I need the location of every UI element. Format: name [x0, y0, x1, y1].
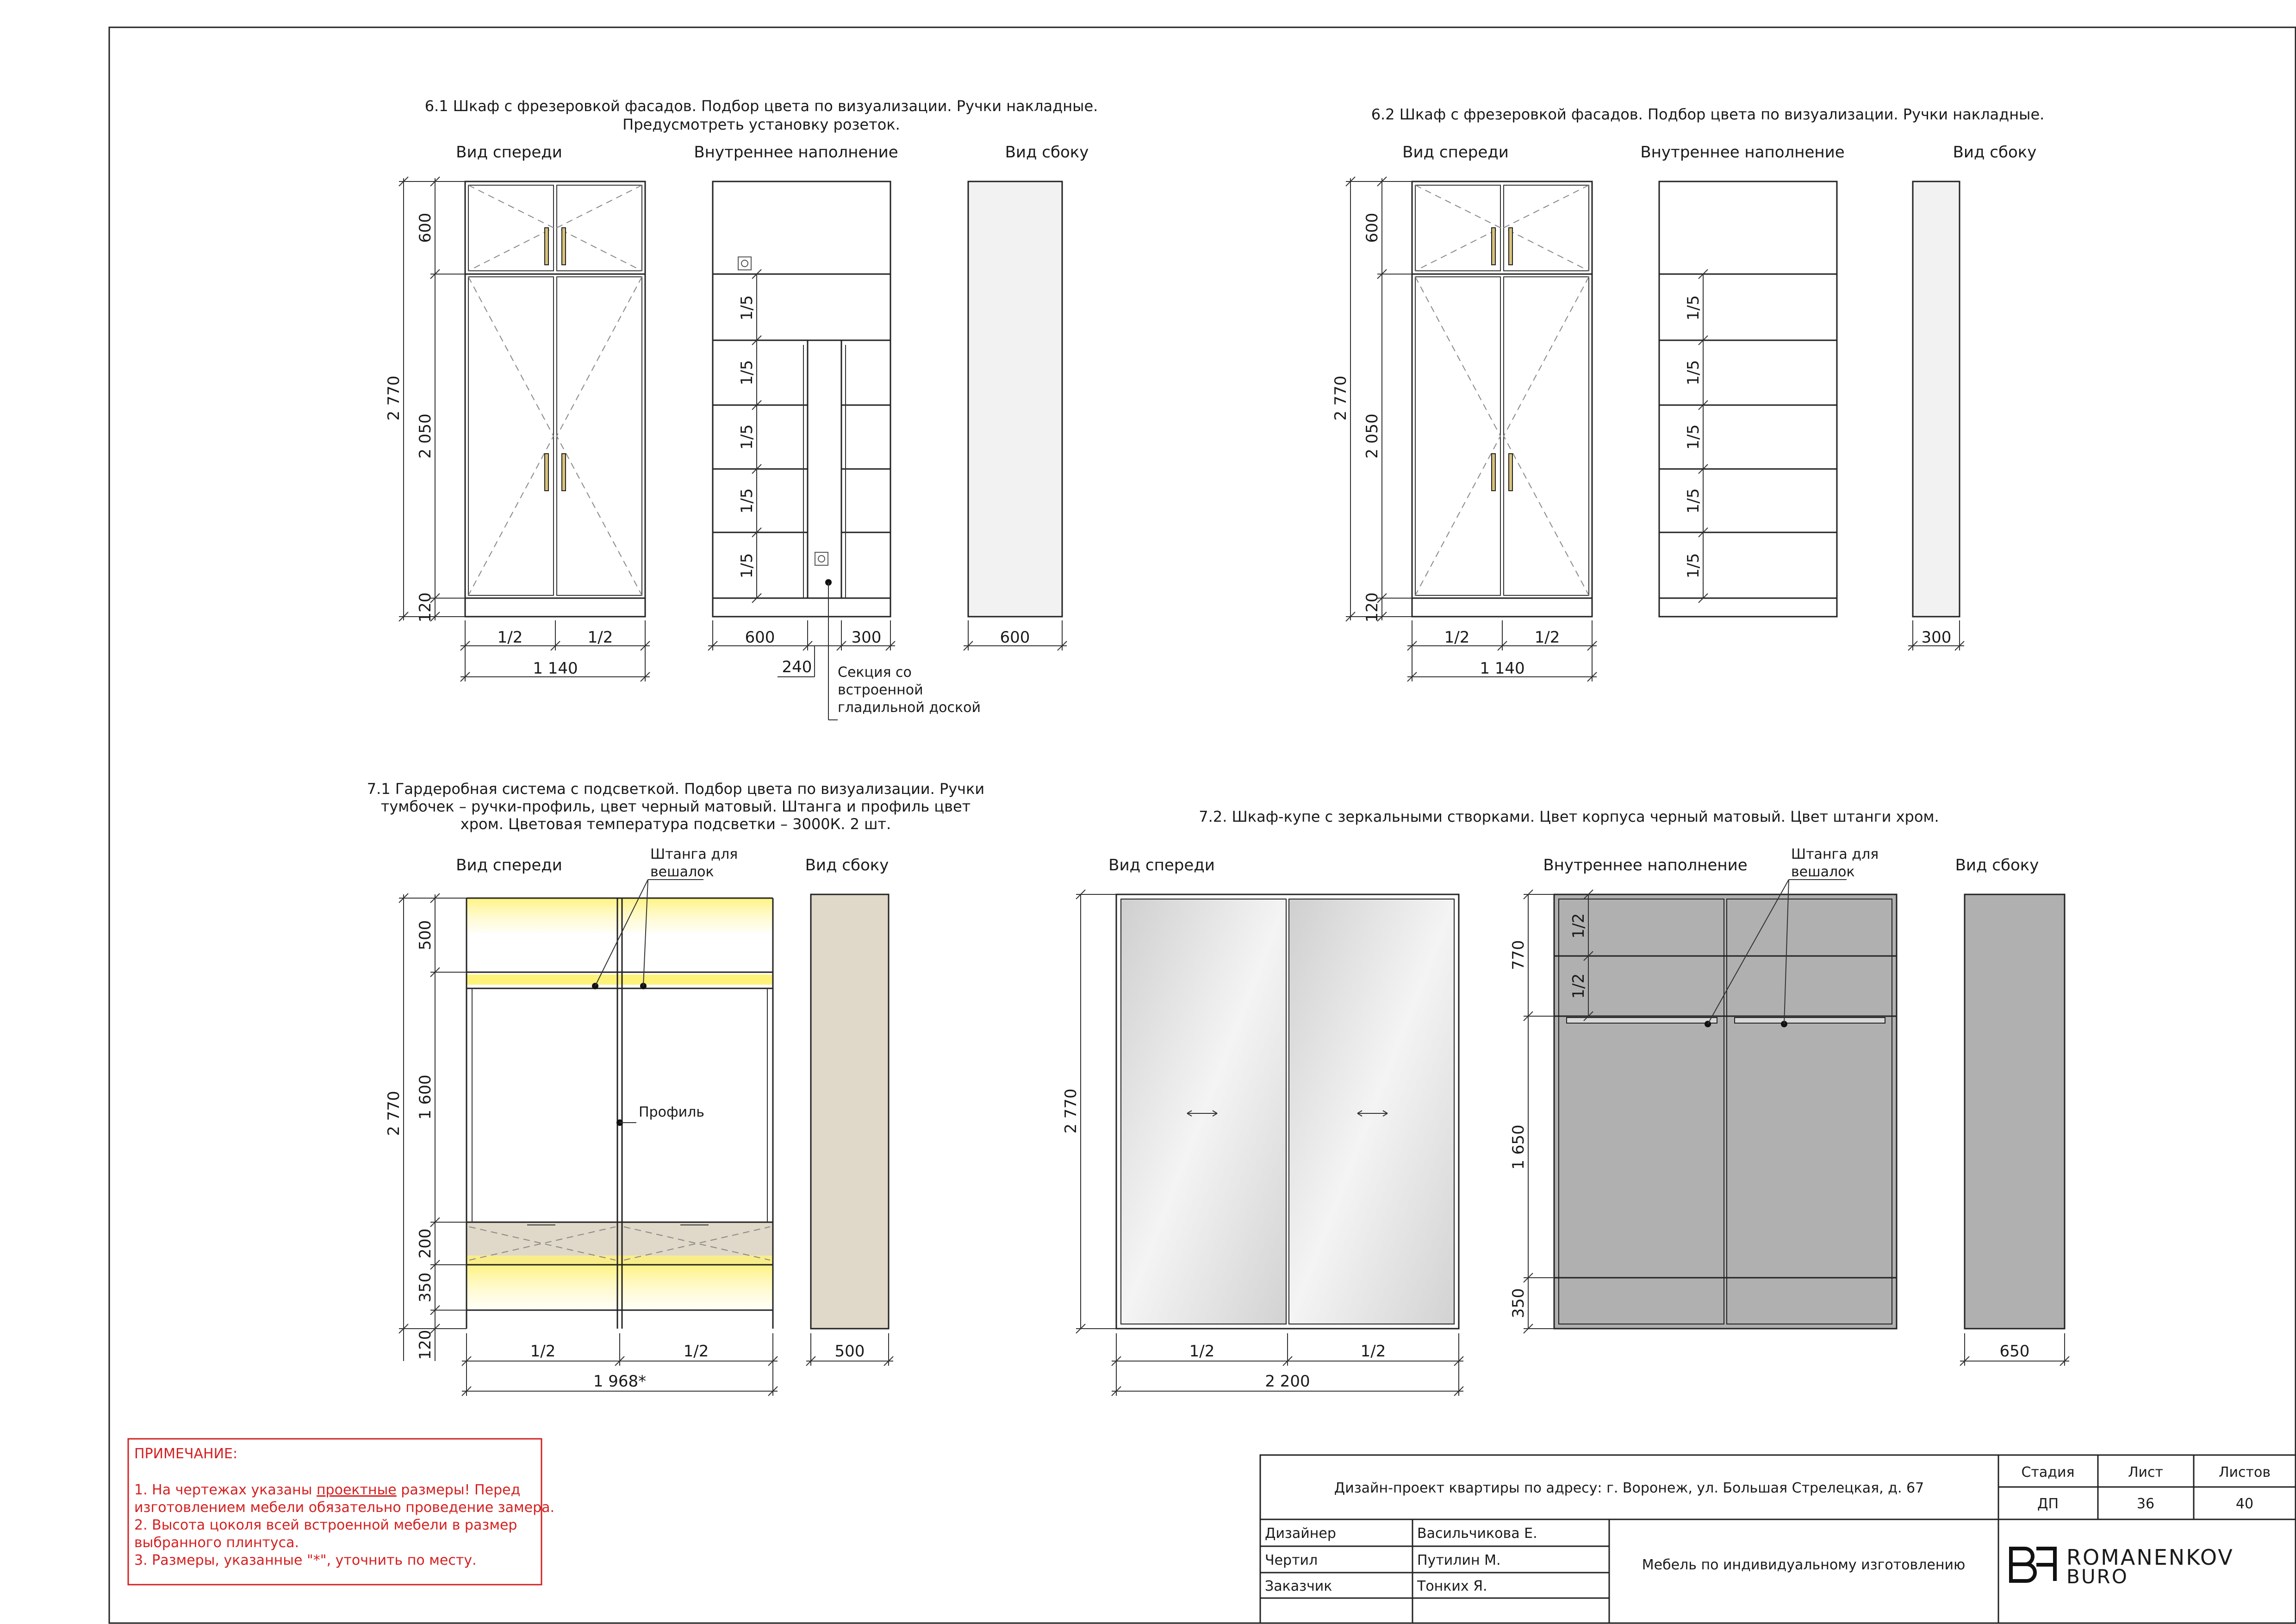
- sec71-h-500: 500: [416, 920, 435, 950]
- sec61-fifth-4: 1/5: [738, 488, 756, 514]
- sec62-half-right: 1/2: [1534, 628, 1560, 647]
- sec61-h-top: 600: [416, 212, 435, 243]
- section-6-1: [385, 97, 1098, 720]
- sec61-side-view: [964, 181, 1067, 650]
- sec62-front-label: Вид спереди: [1402, 143, 1509, 162]
- sheet-header: Лист: [2128, 1464, 2164, 1480]
- logo-text-2: BURO: [2066, 1565, 2128, 1588]
- sec72-h-total: 2 770: [1062, 1088, 1080, 1134]
- sec62-caption: 6.2 Шкаф с фрезеровкой фасадов. Подбор цвета по визуализации. Ручки накладные.: [1371, 106, 2045, 123]
- sec71-h-200: 200: [416, 1228, 435, 1259]
- sec61-front-label: Вид спереди: [456, 143, 562, 162]
- sec61-width: 1 140: [533, 659, 578, 678]
- section-7-2: [1062, 808, 2069, 1396]
- sec61-front-dims: [385, 177, 650, 681]
- socket-icon: [738, 257, 751, 270]
- sec61-h-mid: 2 050: [416, 413, 435, 459]
- sec71-caption-1: 7.1 Гардеробная система с подсветкой. Подбор цвета по визуализации. Ручки: [367, 780, 985, 798]
- sec61-fifth-1: 1/5: [738, 295, 756, 321]
- sec61-side-label: Вид сбоку: [1005, 143, 1089, 162]
- sec71-width: 1 968*: [593, 1372, 647, 1391]
- sec72-side-w: 650: [1999, 1342, 2030, 1361]
- sec61-fifth-2: 1/5: [738, 360, 756, 386]
- sec71-rod-1: Штанга для: [650, 846, 738, 862]
- sec71-front-label: Вид спереди: [456, 856, 562, 874]
- sec72-caption: 7.2. Шкаф-купе с зеркальными створками. Цвет корпуса черный матовый. Цвет штанги хром.: [1199, 808, 1939, 825]
- notes-box: [128, 1439, 554, 1585]
- name-designer: Васильчикова Е.: [1417, 1525, 1537, 1542]
- sec72-half-left: 1/2: [1189, 1342, 1215, 1361]
- sec62-h-top: 600: [1363, 212, 1381, 243]
- sec62-fifth-5: 1/5: [1684, 553, 1703, 579]
- sec72-h-770: 770: [1509, 940, 1528, 970]
- sec62-interior-label: Внутреннее наполнение: [1640, 143, 1845, 162]
- sec71-side-w: 500: [834, 1342, 865, 1361]
- sec71-h-total: 2 770: [385, 1091, 403, 1136]
- sec61-side-w: 600: [1000, 628, 1030, 647]
- sec72-side-view: [1960, 894, 2069, 1366]
- sec72-half-upper-1: 1/2: [1569, 913, 1588, 939]
- note-line-5: 3. Размеры, указанные "*", уточнить по месту.: [134, 1552, 477, 1568]
- sec72-front-label: Вид спереди: [1108, 856, 1215, 874]
- note-title: ПРИМЕЧАНИЕ:: [134, 1446, 238, 1462]
- sec72-rod-1: Штанга для: [1791, 846, 1879, 862]
- role-customer: Заказчик: [1265, 1578, 1332, 1594]
- project-title: Дизайн-проект квартиры по адресу: г. Воронеж, ул. Большая Стрелецкая, д. 67: [1334, 1480, 1924, 1496]
- socket-icon: [815, 552, 828, 565]
- sec62-front-view: [1412, 181, 1592, 617]
- sheet-value: 36: [2136, 1496, 2155, 1512]
- sec71-front-view: [467, 846, 773, 1329]
- sec62-fifth-3: 1/5: [1684, 424, 1703, 450]
- sec71-rod-2: вешалок: [650, 864, 714, 880]
- sec61-int-w-right: 300: [851, 628, 882, 647]
- sec62-side-view: [1908, 181, 1964, 650]
- sec61-h-total: 2 770: [385, 375, 403, 421]
- sec61-caption-1: 6.1 Шкаф с фрезеровкой фасадов. Подбор цвета по визуализации. Ручки накладные.: [424, 97, 1098, 115]
- sec62-fifth-2: 1/5: [1684, 360, 1703, 386]
- sec62-width: 1 140: [1480, 659, 1525, 678]
- sheet-subject: Мебель по индивидуальному изготовлению: [1642, 1557, 1966, 1573]
- sec72-side-label: Вид сбоку: [1955, 856, 2039, 874]
- sec61-int-w-left: 600: [745, 628, 775, 647]
- sec62-h-total: 2 770: [1332, 375, 1350, 421]
- role-drafter: Чертил: [1265, 1552, 1318, 1568]
- sec62-interior-view: [1659, 181, 1837, 617]
- section-7-1: [367, 780, 984, 1396]
- sec71-half-left: 1/2: [530, 1342, 556, 1361]
- sec62-h-base: 120: [1363, 592, 1381, 623]
- note-line-2: изготовлением мебели обязательно проведение замера.: [134, 1499, 555, 1516]
- sec61-half-left: 1/2: [497, 628, 523, 647]
- sec71-profile: Профиль: [639, 1104, 704, 1120]
- sec61-caption-2: Предусмотреть установку розеток.: [622, 116, 900, 133]
- role-designer: Дизайнер: [1265, 1525, 1336, 1542]
- sec61-fifth-3: 1/5: [738, 424, 756, 450]
- sec71-front-dims: [385, 893, 778, 1396]
- sec61-interior-view: [708, 181, 981, 720]
- sec72-h-1650: 1 650: [1509, 1124, 1528, 1170]
- logo-text-1: ROMANENKOV: [2066, 1545, 2234, 1570]
- sheets-value: 40: [2235, 1496, 2254, 1512]
- sec61-note-2: встроенной: [838, 682, 923, 698]
- name-drafter: Путилин М.: [1417, 1552, 1501, 1568]
- sec71-side-label: Вид сбоку: [805, 856, 889, 874]
- sec62-fifth-4: 1/5: [1684, 488, 1703, 514]
- sec71-h-1600: 1 600: [416, 1074, 435, 1120]
- sec62-front-dims: [1332, 177, 1597, 681]
- title-block: [1260, 1455, 2296, 1623]
- sec62-side-label: Вид сбоку: [1953, 143, 2037, 162]
- sec72-interior-label: Внутреннее наполнение: [1543, 856, 1748, 874]
- sec71-h-350: 350: [416, 1272, 435, 1303]
- sec72-rod-2: вешалок: [1791, 864, 1855, 880]
- sec62-fifth-1: 1/5: [1684, 295, 1703, 321]
- sheets-header: Листов: [2218, 1464, 2271, 1480]
- sec71-half-right: 1/2: [683, 1342, 709, 1361]
- sec61-fifth-5: 1/5: [738, 553, 756, 579]
- name-customer: Тонких Я.: [1417, 1578, 1487, 1594]
- sec61-interior-label: Внутреннее наполнение: [694, 143, 898, 162]
- sec72-half-upper-2: 1/2: [1569, 973, 1588, 999]
- sec61-h-base: 120: [416, 592, 435, 623]
- sec61-int-w-mid: 240: [782, 658, 812, 676]
- sec71-caption-3: хром. Цветовая температура подсветки – 3000К. 2 шт.: [460, 815, 891, 833]
- sec72-h-350: 350: [1509, 1288, 1528, 1318]
- sec71-h-120: 120: [416, 1330, 435, 1360]
- sec61-half-right: 1/2: [587, 628, 613, 647]
- note-line-4: выбранного плинтуса.: [134, 1535, 299, 1551]
- stage-value: ДП: [2037, 1496, 2059, 1512]
- sec72-front-view: [1116, 894, 1459, 1329]
- stage-header: Стадия: [2021, 1464, 2075, 1480]
- sec62-side-w: 300: [1921, 628, 1952, 647]
- sec72-width: 2 200: [1265, 1372, 1310, 1391]
- sec72-interior-view: [1509, 846, 1897, 1333]
- sec72-half-right: 1/2: [1360, 1342, 1386, 1361]
- sec61-note-3: гладильной доской: [838, 700, 981, 716]
- sec62-half-left: 1/2: [1444, 628, 1470, 647]
- sec71-side-view: [806, 894, 893, 1366]
- note-line-3: 2. Высота цоколя всей встроенной мебели в размер: [134, 1517, 517, 1533]
- sec61-note-1: Секция со: [838, 664, 912, 681]
- sec71-caption-2: тумбочек – ручки-профиль, цвет черный матовый. Штанга и профиль цвет: [380, 798, 971, 815]
- sec62-h-mid: 2 050: [1363, 413, 1381, 459]
- section-6-2: [1332, 106, 2044, 681]
- sec61-front-view: [465, 181, 645, 617]
- note-line-1: 1. На чертежах указаны проектные размеры! Перед: [134, 1482, 521, 1498]
